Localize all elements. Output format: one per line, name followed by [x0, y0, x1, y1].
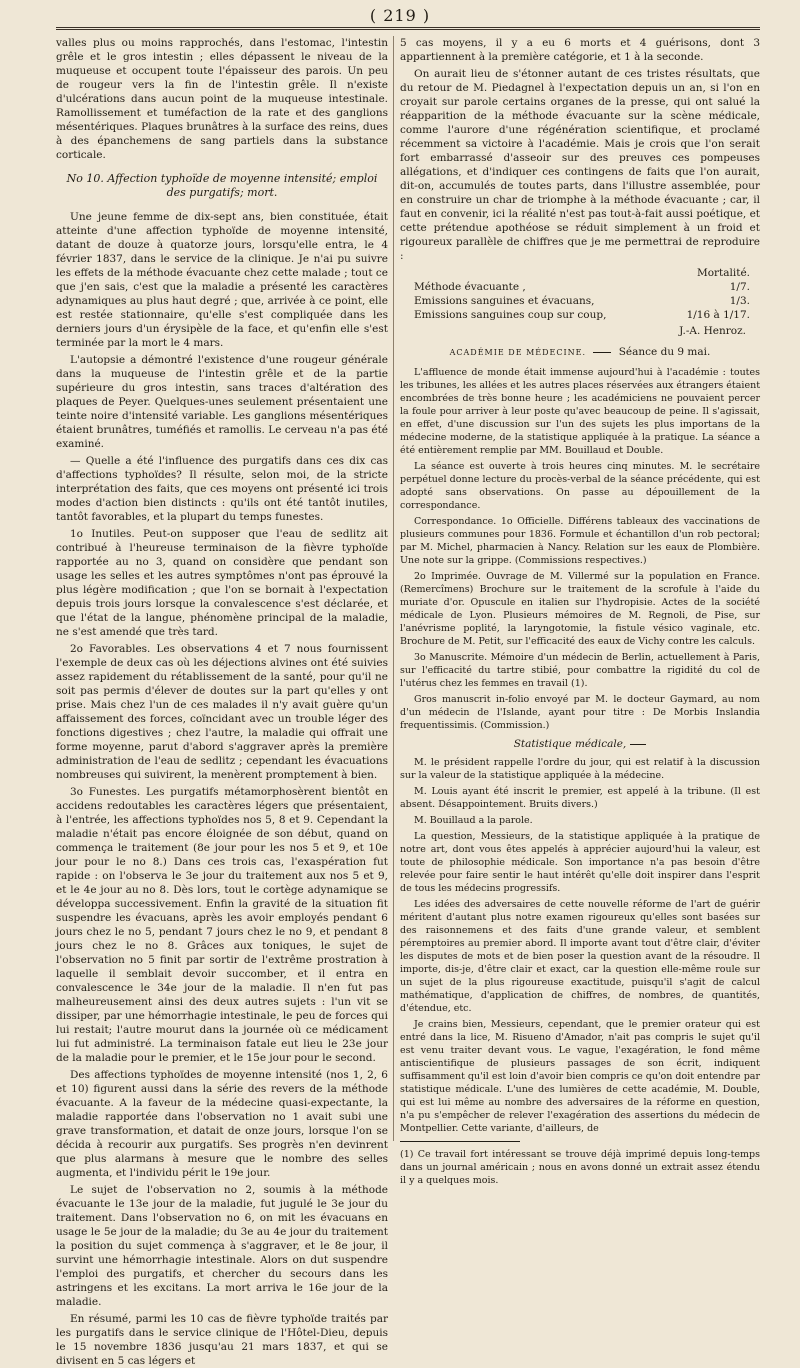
- paragraph: 2o Imprimée. Ouvrage de M. Villermé sur la population en France. (Remercîmens) Brochure sur le traitement de la scrofule à l'aide du muriate d'or. Opuscule en italien sur l'hydropisie. Actes de la société médicale de Lyon. Plusieurs mémoires de M. Regnoli, de Pise, sur l'anévrisme poplité, la laryngotomie, la fistule vésico vaginale, etc. Brochure de M. Petit, sur l'efficacité des eaux de Vichy contre les calculs.: [400, 571, 760, 647]
- paragraph: Je crains bien, Messieurs, cependant, que le premier orateur qui est entré dans la lice, M. Risueno d'Amador, n'ait pas compris le sujet qu'il est venu traiter devant vous. Le vague, l'exagération, le fond même antiscientifique de plusieurs passages de son écrit, indiquent suffisamment qu'il est loin d'avoir bien compris ce qu'on doit entendre par statistique médicale. L'une des lumières de cette académie, M. Double, qui est lui même au nombre des adversaires de la réforme en question, n'a pu s'empêcher de relever l'exagération des assertions du médecin de Montpellier. Cette variante, d'ailleurs, de: [400, 1019, 760, 1134]
- table-cell-label: Emissions sanguines et évacuans,: [414, 295, 595, 307]
- table-row: [400, 308, 760, 322]
- paragraph: Les idées des adversaires de cette nouvelle réforme de l'art de guérir méritent d'autant plus notre examen rigoureux qu'elles sont basées sur des raisonnemens et des faits d'une grande valeur, et semblent péremptoires au premier abord. Il importe avant tout d'être clair, d'éviter les disputes de mots et de bien poser la question avant de la résoudre. Il importe, dis-je, d'être clair et exact, car la question elle-même roule sur un sujet de la plus rigoureuse exactitude, puisqu'il s'agit de calcul mathématique, d'application de chiffres, de nombres, de quantités, d'étendue, etc.: [400, 899, 760, 1014]
- author-signature: J.-A. Henroz.: [679, 325, 746, 337]
- paragraph: L'affluence de monde était immense aujourd'hui à l'académie : toutes les tribunes, les allées et les autres places réservées aux étrangers étaient encombrées de très bonne heure ; les académiciens ne pouvaient percer la foule pour arriver à leur poste qu'avec beaucoup de peine. Il s'agissait, en effet, d'une discussion sur l'un des sujets les plus importans de la médecine moderne, de la statistique appliquée à la pratique. La séance a été entièrement remplie par MM. Bouillaud et Double.: [400, 367, 761, 456]
- header-rule: [56, 27, 760, 30]
- table-cell-label: Emissions sanguines coup sur coup,: [414, 309, 607, 321]
- paragraph: 2o Favorables. Les observations 4 et 7 nous fournissent l'exemple de deux cas où les déjections alvines ont été suivies assez rapidement du rétablissement de la santé, pour qu'il ne soit pas permis d'élever de doutes sur la part qu'elles y ont prise. Mais chez l'un de ces malades il n'y avait guère qu'un affaissement des forces, coïncidant avec un trouble léger des fonctions digestives ; chez l'autre, la maladie qui offrait une forme moyenne, parut d'abord s'aggraver après la première administration de l'eau de sedlitz ; cependant les évacuations nombreuses qui suivirent, la menèrent promptement à bien.: [56, 643, 388, 781]
- paragraph: La question, Messieurs, de la statistique appliquée à la pratique de notre art, dont vous êtes appelés à apprécier aujourd'hui la valeur, est toute de philosophie médicale. Son importance n'a pas besoin d'être relevée pour faire sentir le haut intérêt qu'elle doit inspirer dans l'esprit de tous les médecins progressifs.: [400, 831, 760, 894]
- paragraph: M. Bouillaud a la parole.: [414, 815, 533, 826]
- academy-header: [400, 346, 760, 358]
- paragraph: Des affections typhoïdes de moyenne intensité (nos 1, 2, 6 et 10) figurent aussi dans la série des revers de la méthode évacuante. A la faveur de la médecine quasi-expectante, la maladie rapportée dans l'observation no 1 avait subi une grave transformation, et datait de onze jours, lorsque l'on se décida à recourir aux purgatifs. Ses progrès n'en devinrent que plus alarmans à mesure que le nombre des selles augmenta, et l'individu périt le 19e jour.: [56, 1069, 388, 1179]
- paragraph: Gros manuscrit in-folio envoyé par M. le docteur Gaymard, au nom d'un médecin de l'Islande, ayant pour titre : De Morbis Inslandia frequentissimis. (Commission.): [400, 694, 760, 731]
- paragraph: 3o Manuscrite. Mémoire d'un médecin de Berlin, actuellement à Paris, sur l'efficacité du tartre stibié, pour combattre la rigidité du col de l'utérus chez les femmes en travail (1).: [400, 652, 760, 689]
- paragraph: Le sujet de l'observation no 2, soumis à la méthode évacuante le 13e jour de la maladie, fut jugulé le 3e jour du traitement. Dans l'observation no 6, on mit les évacuans en usage le 5e jour de la maladie; du 3e au 4e jour du traitement la position du sujet commença à s'aggraver, et le 8e jour, il survint une hémorrhagie intestinale. Alors on dut suspendre l'emploi des purgatifs, et chercher du secours dans les astringens et les excitans. La mort arriva le 16e jour de la maladie.: [56, 1184, 388, 1308]
- paragraph: Une jeune femme de dix-sept ans, bien constituée, était atteinte d'une affection typhoïde de moyenne intensité, datant de douze à quatorze jours, lorsqu'elle entra, le 4 février 1837, dans le service de la clinique. Je n'ai pu suivre les effets de la méthode évacuante chez cette malade ; tout ce que j'en sais, c'est que la maladie a présenté les caractères adynamiques au plus haut degré ; que, arrivée à ce point, elle est restée stationnaire, qu'elle s'est compliquée dans les derniers jours d'un érysipèle de la face, et qu'enfin elle s'est terminée par la mort le 4 mars.: [56, 211, 388, 349]
- dash-rule: [630, 744, 646, 745]
- table-row: [400, 280, 760, 294]
- table-row: [400, 294, 760, 308]
- paragraph: M. Louis ayant été inscrit le premier, est appelé à la tribune. (Il est absent. Désappointement. Bruits divers.): [400, 786, 760, 810]
- table-cell-label: Méthode évacuante ,: [414, 281, 526, 293]
- footnote-rule: [400, 1141, 520, 1142]
- subsection-title: Statistique médicale,: [513, 738, 627, 750]
- paragraph: 3o Funestes. Les purgatifs métamorphosèrent bientôt en accidens redoutables les caractères légers que présentaient, à l'entrée, les affections typhoïdes nos 5, 8 et 9. Cependant la maladie n'était pas encore éloignée de son début, quand on commença le traitement (8e jour pour les nos 5 et 9, et 10e jour pour le no 8.) Dans ces trois cas, l'exaspération fut rapide : on l'observa le 3e jour du traitement aux nos 5 et 9, et le 4e jour au no 8. Dès lors, tout le cortège adynamique se développa successivement. Enfin la gravité de la situation fit suspendre les évacuans, après les avoir employés pendant 6 jours chez le no 5, pendant 7 jours chez le no 9, et pendant 8 jours chez le no 8. Grâces aux toniques, le sujet de l'observation no 5 finit par sortir de l'extrême prostration à laquelle il semblait devoir succomber, et il entra en convalescence le 34e jour de la maladie. Il n'en fut pas malheureusement ainsi des deux autres sujets : l'un vit se dissiper, par une hémorrhagie intestinale, le peu de forces qui lui restait; l'autre mourut dans la journée où ce médicament lui fut administré. La terminaison fatale eut lieu le 23e jour de la maladie pour le premier, et le 15e jour pour le second.: [56, 786, 388, 1064]
- dash-rule: [593, 352, 611, 353]
- section-heading: No 10. Affection typhoïde de moyenne intensité; emploi des purgatifs; mort.: [66, 172, 378, 199]
- column-divider: [393, 36, 394, 1141]
- subsection-heading: [400, 738, 760, 750]
- table-cell-value: 1/7.: [729, 281, 750, 293]
- paragraph: 5 cas moyens, il y a eu 6 morts et 4 guérisons, dont 3 appartiennent à la première catégorie, et 1 à la seconde.: [400, 37, 760, 63]
- table-cell-value: 1/16 à 1/17.: [686, 309, 750, 321]
- academy-label: ACADÉMIE DE MÉDECINE.: [449, 348, 587, 357]
- mortality-table: [400, 266, 760, 322]
- paragraph: On aurait lieu de s'étonner autant de ces tristes résultats, que du retour de M. Piedagnel à l'expectation depuis un an, si l'on en croyait sur parole certains organes de la presse, qui ont salué la réapparition de la méthode évacuante sur la scène médicale, comme l'aurore d'une régénération scientifique, et proclamé récemment sa victoire à l'académie. Mais je crois que l'on serait fort embarrassé d'asseoir sur des preuves ces pompeuses allégations, et d'indiquer ces contingens de faits que l'on aurait, dit-on, accumulés de toutes parts, dans l'illustre assemblée, pour en construire un char de triomphe à la méthode évacuante ; car, il faut en convenir, ici la réalité n'est pas tout-à-fait aussi poétique, et cette prétendue apothéose se réduit simplement à un froid et rigoureux parallèle de chiffres que je me permettrai de reproduire :: [400, 68, 761, 262]
- paragraph: M. le président rappelle l'ordre du jour, qui est relatif à la discussion sur la valeur de la statistique appliquée à la médecine.: [400, 757, 760, 781]
- paragraph: En résumé, parmi les 10 cas de fièvre typhoïde traités par les purgatifs dans le service clinique de l'Hôtel-Dieu, depuis le 15 novembre 1836 jusqu'au 21 mars 1837, et qui se divisent en 5 cas légers et: [56, 1313, 388, 1367]
- paragraph: L'autopsie a démontré l'existence d'une rougeur générale dans la muqueuse de l'intestin grêle et de la partie supérieure du gros intestin, sans traces d'altération des plaques de Peyer. Quelques-unes seulement présentaient une teinte noire d'intensité variable. Les ganglions mésentériques étaient brunâtres, tuméfiés et ramollis. Le cerveau n'a pas été examiné.: [56, 354, 388, 450]
- paragraph: La séance est ouverte à trois heures cinq minutes. M. le secrétaire perpétuel donne lecture du procès-verbal de la séance précédente, qui est adopté sans observations. On passe au dépouillement de la correspondance.: [400, 461, 760, 511]
- mortality-table-header: Mortalité.: [696, 267, 750, 279]
- paragraph: 1o Inutiles. Peut-on supposer que l'eau de sedlitz ait contribué à l'heureuse terminaison de la fièvre typhoïde rapportée au no 3, quand on considère que pendant son usage les selles et les autres symptômes n'ont pas éprouvé la plus légère modification ; que l'on se bornait à l'expectation depuis trois jours lorsque la convalescence s'est déclarée, et que l'état de la langue, phénomène principal de la maladie, ne s'est amendé que très tard.: [56, 528, 388, 638]
- right-column: [400, 36, 760, 1155]
- table-cell-value: 1/3.: [729, 295, 750, 307]
- footnote: [400, 1133, 760, 1190]
- paragraph: Correspondance. 1o Officielle. Différens tableaux des vaccinations de plusieurs communes pour 1836. Formule et échantillon d'un rob pectoral; par M. Michel, pharmacien à Nancy. Relation sur les eaux de Plombière. Une note sur la grippe. (Commissions respectives.): [400, 516, 760, 566]
- footnote-text: (1) Ce travail fort intéressant se trouve déjà imprimé depuis long-temps dans un journal américain ; nous en avons donné un extrait assez étendu il y a quelques mois.: [400, 1149, 760, 1186]
- left-column: [56, 36, 388, 1367]
- page-number: ( 219 ): [369, 6, 431, 25]
- report-body: [400, 366, 760, 1135]
- academy-date: Séance du 9 mai.: [618, 346, 711, 358]
- paragraph: valles plus ou moins rapprochés, dans l'estomac, l'intestin grêle et le gros intestin ; elles dépassent le niveau de la muqueuse et occupent toute l'épaisseur des parois. Un peu de rougeur vers la fin de l'intestin grêle. Il n'existe d'ulcérations dans aucun point de la muqueuse intestinale. Ramollissement et tuméfaction de la rate et des ganglions mésentériques. Plaques brunâtres à la surface des reins, dues à des épanchemens de sang partiels dans la substance corticale.: [56, 37, 388, 161]
- paragraph: — Quelle a été l'influence des purgatifs dans ces dix cas d'affections typhoïdes? Il résulte, selon moi, de la stricte interprétation des faits, que ces moyens ont présenté ici trois modes d'action bien distincts : qu'ils ont été tantôt inutiles, tantôt favorables, et la plupart du temps funestes.: [56, 455, 388, 523]
